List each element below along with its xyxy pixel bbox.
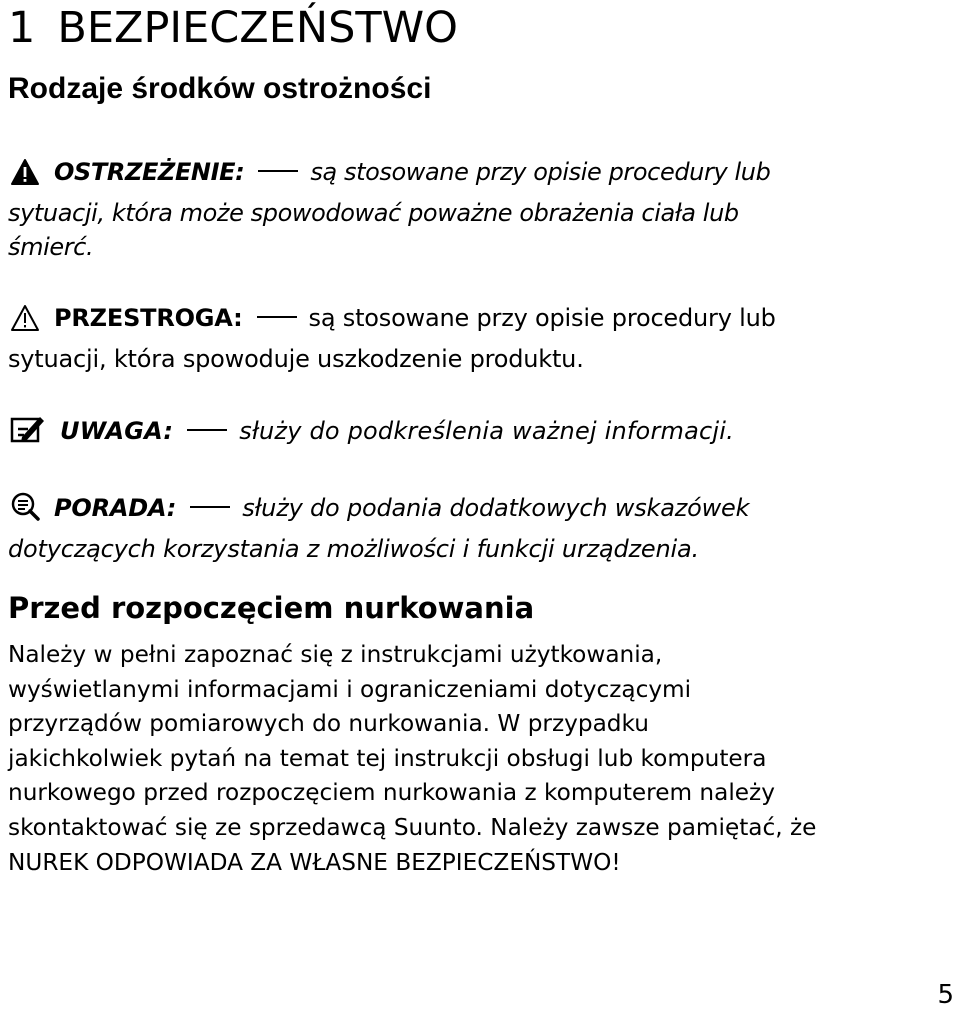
body-line: nurkowego przed rozpoczęciem nurkowania z komputerem należy — [8, 779, 775, 807]
caution-outline-triangle-icon — [10, 304, 40, 342]
note-paragraph — [8, 414, 948, 455]
warning-label: OSTRZEŻENIE: — [54, 158, 245, 186]
body-line: wyświetlanymi informacjami i ograniczeniami dotyczącymi — [8, 675, 692, 703]
caution-paragraph — [8, 301, 948, 376]
body-line: jakichkolwiek pytań na temat tej instrukcji obsługi lub komputera — [8, 744, 767, 772]
warning-filled-triangle-icon — [10, 158, 40, 196]
warning-line-2: sytuacji, która może spowodować poważne obrażenia ciała lub — [8, 198, 739, 227]
chapter-title — [8, 0, 458, 56]
note-line-1: służy do podkreślenia ważnej informacji. — [239, 417, 734, 445]
before-diving-heading: Przed rozpoczęciem nurkowania — [8, 591, 535, 625]
precautions-heading: Rodzaje środków ostrożności — [8, 72, 432, 105]
warning-dash — [258, 170, 298, 172]
body-line: skontaktować się ze sprzedawcą Suunto. Należy zawsze pamiętać, że — [8, 813, 817, 841]
tip-line-1: służy do podania dodatkowych wskazówek — [242, 494, 750, 522]
tip-magnifier-icon — [10, 492, 40, 532]
page-number: 5 — [937, 980, 954, 1010]
warning-paragraph — [8, 155, 948, 265]
chapter-title-text: BEZPIECZEŃSTWO — [57, 3, 459, 53]
note-pencil-icon — [10, 415, 46, 455]
caution-line-2: sytuacji, która spowoduje uszkodzenie produktu. — [8, 344, 584, 373]
tip-dash — [190, 506, 230, 508]
warning-line-3: śmierć. — [8, 233, 94, 261]
caution-dash — [257, 316, 297, 318]
tip-label: PORADA: — [54, 494, 177, 522]
note-label: UWAGA: — [60, 417, 174, 445]
body-line: Należy w pełni zapoznać się z instrukcjami użytkowania, — [8, 641, 663, 668]
note-dash — [187, 429, 227, 431]
chapter-number: 1 — [8, 3, 36, 53]
tip-paragraph — [8, 491, 948, 566]
body-line: przyrządów pomiarowych do nurkowania. W przypadku — [8, 710, 649, 738]
caution-line-1: są stosowane przy opisie procedury lub — [308, 304, 776, 332]
body-line: NUREK ODPOWIADA ZA WŁASNE BEZPIECZEŃSTWO! — [8, 848, 621, 876]
before-diving-body — [8, 638, 953, 880]
caution-label: PRZESTROGA: — [54, 304, 243, 332]
tip-line-2: dotyczących korzystania z możliwości i funkcji urządzenia. — [8, 534, 699, 563]
warning-line-1: są stosowane przy opisie procedury lub — [310, 158, 771, 186]
